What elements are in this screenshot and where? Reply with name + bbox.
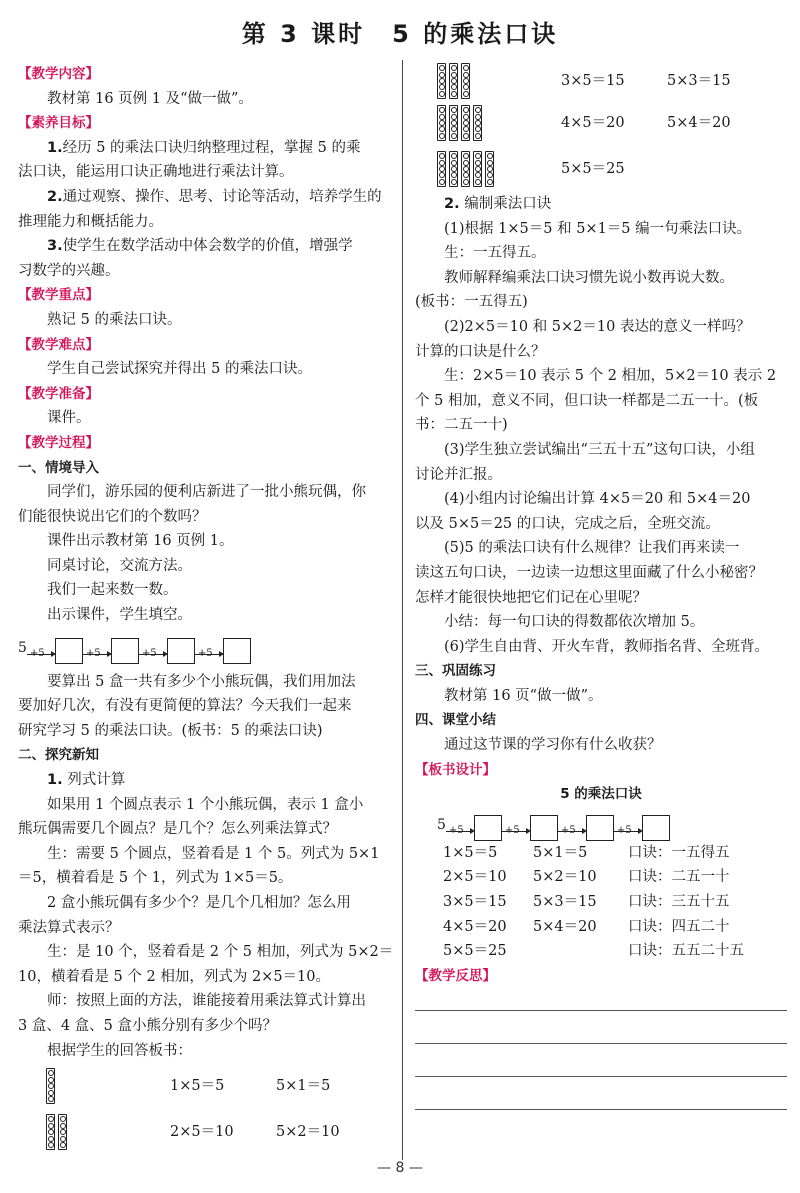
paragraph: ＝5，横着看是 5 个 1，列式为 1×5＝5。: [18, 870, 293, 887]
dot-stick: [461, 105, 470, 141]
goal-2-number: 2.: [47, 188, 63, 205]
goal-1-number: 1.: [47, 139, 63, 156]
writing-line: [415, 1109, 787, 1110]
equation: 4×5＝20: [561, 114, 625, 131]
goal-2: [18, 185, 398, 210]
heading-difficulties: 【教学难点】: [18, 336, 99, 353]
paragraph: 2 盒小熊玩偶有多少个？是几个几相加？怎么用: [47, 895, 351, 911]
paragraph: 讨论并汇报。: [415, 466, 502, 483]
writing-line: [415, 1010, 787, 1011]
dot-stick: [449, 151, 458, 187]
step-label: +5: [141, 647, 157, 659]
board-eq: 5×4＝20: [533, 918, 597, 935]
dot-stick: [449, 105, 458, 141]
equation: 5×1＝5: [276, 1077, 331, 1094]
dot-stick: [46, 1068, 55, 1104]
paragraph: (2)2×5＝10 和 5×2＝10 表达的意义一样吗？: [444, 318, 751, 335]
dot-equation-row: [415, 62, 787, 100]
blank-box: [586, 815, 614, 841]
dot-sticks-1: [46, 1068, 170, 1104]
goal-1-text-b: 法口诀，能运用口诀正确地进行乘法计算。: [18, 164, 294, 181]
paragraph: 根据学生的回答板书：: [47, 1042, 192, 1059]
blank-box: [642, 815, 670, 841]
blank-box: [55, 638, 83, 664]
paragraph: 生：需要 5 个圆点，竖着看是 1 个 5。列式为 5×1: [47, 845, 380, 862]
step-label: +5: [560, 824, 576, 836]
heading-content: 【教学内容】: [18, 66, 99, 82]
equation: 5×2＝10: [276, 1123, 340, 1140]
paragraph: 生：是 10 个，竖着看是 2 个 5 相加，列式为 5×2＝: [47, 944, 394, 961]
dot-stick: [437, 63, 446, 99]
paragraph: 师：按照上面的方法，谁能接着用乘法算式计算出: [47, 993, 366, 1010]
heading-reflection: 【教学反思】: [415, 967, 496, 984]
goal-2-text-b: 推理能力和概括能力。: [18, 213, 163, 230]
goal-1-text-a: 经历 5 的乘法口诀归纳整理过程，掌握 5 的乘: [62, 139, 361, 156]
paragraph: 生：一五得五。: [444, 245, 546, 262]
subsection-2: [415, 192, 787, 217]
plus-five-arrow: [83, 644, 111, 664]
board-row: [415, 915, 787, 940]
section-3-title: 三、巩固练习: [415, 663, 496, 680]
board-rhyme: 口诀：五五二十五: [628, 943, 744, 960]
page-title: 第 3 课时 5 的乘法口诀: [241, 20, 559, 48]
heading-board-design: 【板书设计】: [415, 761, 496, 778]
board-eq: 3×5＝15: [443, 894, 507, 911]
goal-3-number: 3.: [47, 238, 63, 255]
paragraph: 个 5 相加，意义不同，但口诀一样都是二五一十。(板: [415, 392, 759, 409]
dot-stick: [473, 105, 482, 141]
board-eq: 4×5＝20: [443, 918, 507, 935]
board-row: [415, 890, 787, 915]
board-eq: 1×5＝5: [443, 844, 498, 861]
blank-box: [223, 638, 251, 664]
equation: 5×4＝20: [667, 114, 731, 131]
paragraph: 读这五句口诀，一边读一边想这里面藏了什么小秘密？: [415, 564, 763, 581]
dot-sticks-4: [437, 105, 561, 141]
paragraph: 怎样才能很快地把它们记在心里呢？: [415, 589, 647, 606]
paragraph: (6)学生自由背、开火车背，教师指名背、全班背。: [444, 638, 770, 655]
plus-five-arrow: [27, 644, 55, 664]
sequence-start: 5: [437, 817, 446, 834]
paragraph: 计算的口诀是什么？: [415, 343, 546, 360]
paragraph: 同学们，游乐园的便利店新进了一批小熊玩偶，你: [47, 484, 366, 501]
subsection-2-title: 编制乘法口诀: [464, 196, 552, 212]
step-label: +5: [29, 647, 45, 659]
goal-3-text-b: 习数学的兴趣。: [18, 262, 120, 279]
equation: 1×5＝5: [170, 1077, 225, 1094]
add-five-sequence: [18, 628, 398, 664]
plus-five-arrow: [558, 821, 586, 841]
blank-box: [167, 638, 195, 664]
board-title: 5 的乘法口诀: [560, 786, 642, 803]
paragraph: 通过这节课的学习你有什么收获？: [444, 737, 662, 754]
difficulties-text: 学生自己尝试探究并得出 5 的乘法口诀。: [47, 361, 312, 378]
board-row: [415, 865, 787, 890]
plus-five-arrow: [614, 821, 642, 841]
paragraph: 我们一起来数一数。: [47, 582, 178, 599]
board-row: [415, 939, 787, 964]
paragraph: 们能很快说出它们的个数吗？: [18, 508, 207, 525]
paragraph: 课件出示教材第 16 页例 1。: [47, 533, 234, 550]
paragraph: 出示课件，学生填空。: [47, 607, 192, 624]
subsection-2-number: 2.: [444, 196, 460, 212]
page-number: — 8 —: [377, 1160, 423, 1176]
dot-sticks-2: [46, 1114, 170, 1150]
writing-line: [415, 1076, 787, 1077]
board-eq: 5×1＝5: [533, 844, 588, 861]
plus-five-arrow: [446, 821, 474, 841]
dot-stick: [58, 1114, 67, 1150]
heading-key-points: 【教学重点】: [18, 287, 99, 304]
paragraph: 研究学习 5 的乘法口诀。(板书：5 的乘法口诀): [18, 722, 323, 739]
board-eq: 5×3＝15: [533, 894, 597, 911]
paragraph: 教师解释编乘法口诀习惯先说小数再说大数。: [444, 269, 734, 286]
paragraph: 乘法算式表示？: [18, 919, 120, 936]
goal-1: [18, 136, 398, 161]
dot-stick: [461, 63, 470, 99]
board-eq: 5×5＝25: [443, 943, 507, 960]
plus-five-arrow: [139, 644, 167, 664]
paragraph: 3 盒、4 盒、5 盒小熊分别有多少个吗？: [18, 1017, 278, 1034]
subsection-1-title: 列式计算: [67, 772, 126, 789]
section-2-title: 二、探究新知: [18, 747, 99, 764]
board-eq: [533, 939, 628, 964]
heading-goals: 【素养目标】: [18, 115, 99, 132]
dot-equation-row: [415, 100, 787, 146]
paragraph: 同桌讨论，交流方法。: [47, 557, 192, 574]
paragraph: 小结：每一句口诀的得数都依次增加 5。: [444, 614, 705, 631]
board-rhyme: 口诀：三五十五: [628, 894, 730, 911]
board-eq: 2×5＝10: [443, 869, 507, 886]
paragraph: 如果用 1 个圆点表示 1 个小熊玩偶，表示 1 盒小: [47, 796, 364, 813]
board-rhyme: 口诀：二五一十: [628, 869, 730, 886]
plus-five-arrow: [502, 821, 530, 841]
section-4-title: 四、课堂小结: [415, 712, 496, 729]
step-label: +5: [85, 647, 101, 659]
dot-stick: [449, 63, 458, 99]
right-column: [415, 62, 787, 1110]
board-row: [415, 841, 787, 866]
sequence-start: 5: [18, 640, 27, 657]
equation: 3×5＝15: [561, 72, 625, 89]
goal-3-text-a: 使学生在数学活动中体会数学的价值，增强学: [62, 238, 353, 255]
dot-stick: [437, 151, 446, 187]
left-column: [18, 62, 398, 1155]
dot-stick: [485, 151, 494, 187]
equation: 5×3＝15: [667, 72, 731, 89]
dot-equation-row: [18, 1109, 398, 1155]
goal-2-text-a: 通过观察、操作、思考、讨论等活动，培养学生的: [62, 188, 382, 205]
board-eq: 5×2＝10: [533, 869, 597, 886]
equation: 5×5＝25: [561, 160, 625, 177]
dot-stick: [437, 105, 446, 141]
paragraph: (4)小组内讨论编出计算 4×5＝20 和 5×4＝20: [444, 491, 751, 508]
heading-process: 【教学过程】: [18, 434, 99, 451]
dot-equation-row: [18, 1063, 398, 1109]
dot-stick: [461, 151, 470, 187]
paragraph: (板书：一五得五): [415, 294, 528, 311]
step-label: +5: [197, 647, 213, 659]
dot-stick: [46, 1114, 55, 1150]
heading-preparation: 【教学准备】: [18, 385, 99, 402]
paragraph: (1)根据 1×5＝5 和 5×1＝5 编一句乘法口诀。: [444, 220, 752, 237]
dot-sticks-5: [437, 151, 561, 187]
blank-box: [111, 638, 139, 664]
dot-stick: [473, 151, 482, 187]
paragraph: 要算出 5 盒一共有多少个小熊玩偶，我们用加法: [47, 673, 356, 690]
blank-box: [530, 815, 558, 841]
equation: 2×5＝10: [170, 1123, 234, 1140]
dot-sticks-3: [437, 63, 561, 99]
paragraph: 生：2×5＝10 表示 5 个 2 相加，5×2＝10 表示 2: [444, 368, 777, 385]
preparation-text: 课件。: [47, 410, 91, 427]
paragraph: 10，横着看是 5 个 2 相加，列式为 2×5＝10。: [18, 968, 330, 985]
writing-line: [415, 1043, 787, 1044]
goal-3: [18, 234, 398, 259]
plus-five-arrow: [195, 644, 223, 664]
board-add-five-sequence: [415, 807, 787, 841]
step-label: +5: [504, 824, 520, 836]
column-divider: [402, 60, 403, 1160]
content-text: 教材第 16 页例 1 及“做一做”。: [47, 90, 253, 107]
step-label: +5: [448, 824, 464, 836]
blank-box: [474, 815, 502, 841]
paragraph: 要加好几次，有没有更简便的算法？今天我们一起来: [18, 698, 352, 715]
board-rhyme: 口诀：一五得五: [628, 844, 730, 861]
subsection-1: [18, 768, 398, 793]
step-label: +5: [616, 824, 632, 836]
paragraph: (5)5 的乘法口诀有什么规律？让我们再来读一: [444, 540, 740, 557]
paragraph: 熊玩偶需要几个圆点？是几个？怎么列乘法算式？: [18, 821, 337, 838]
subsection-1-number: 1.: [47, 772, 63, 789]
board-rhyme: 口诀：四五二十: [628, 918, 730, 935]
paragraph: 教材第 16 页“做一做”。: [444, 687, 603, 704]
paragraph: 以及 5×5＝25 的口诀，完成之后，全班交流。: [415, 515, 720, 532]
key-points-text: 熟记 5 的乘法口诀。: [47, 311, 182, 328]
section-1-title: 一、情境导入: [18, 459, 99, 476]
paragraph: 书：二五一十): [415, 417, 508, 434]
paragraph: (3)学生独立尝试编出“三五十五”这句口诀，小组: [444, 441, 755, 458]
dot-equation-row: [415, 146, 787, 192]
